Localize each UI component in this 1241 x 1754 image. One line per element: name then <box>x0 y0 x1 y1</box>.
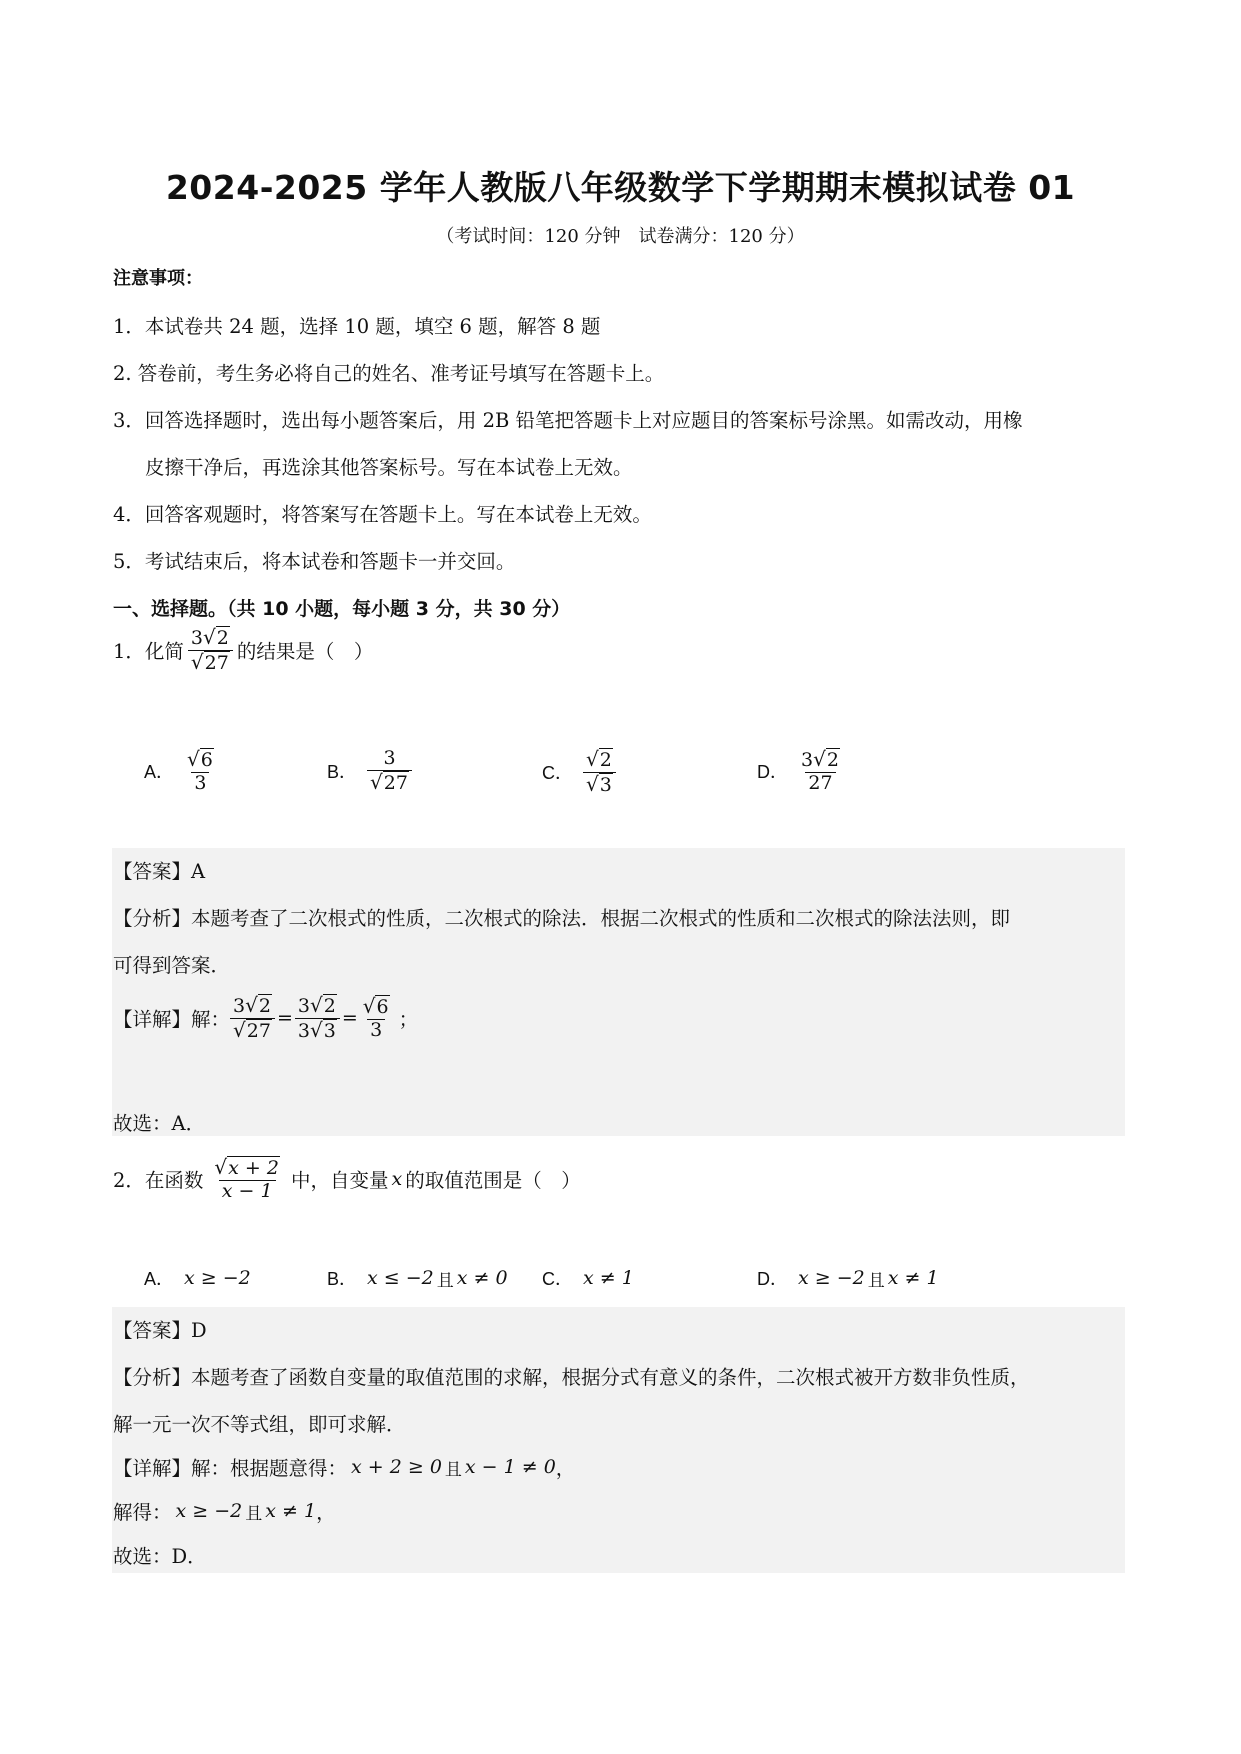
option-2d-and: 且 <box>867 1270 885 1291</box>
option-1d <box>757 748 843 795</box>
question-2-suffix-end: 的取值范围是（ ） <box>405 1169 581 1193</box>
question-1-suffix: 的结果是（ ） <box>236 640 374 664</box>
analysis-2-line-1: 【分析】本题考查了函数自变量的取值范围的求解，根据分式有意义的条件，二次根式被开方数非负性质， <box>113 1366 1030 1389</box>
option-label: D． <box>757 1269 788 1289</box>
option-label: A． <box>144 1269 175 1289</box>
question-2-variable: x <box>391 1168 403 1191</box>
analysis-1-line-2: 可得到答案． <box>113 954 231 977</box>
option-label: C． <box>542 1269 573 1289</box>
notes-heading: 注意事项： <box>113 268 203 289</box>
option-1a-value: $\frac{√6}{3}$ <box>187 747 213 794</box>
option-1b <box>327 748 412 795</box>
answer-2: 【答案】D <box>113 1319 207 1342</box>
option-label: B． <box>327 762 358 783</box>
note-item-1: 1．本试卷共 24 题，选择 10 题，填空 6 题，解答 8 题 <box>113 315 601 338</box>
page-title: 2024-2025 学年人教版八年级数学下学期期末模拟试卷 01 <box>165 168 1076 207</box>
question-2-expression: $\frac{√x + 2}{x - 1}$ <box>214 1155 279 1202</box>
option-label: B． <box>327 1269 358 1289</box>
option-2c <box>542 1265 634 1291</box>
option-1a <box>144 748 217 795</box>
detail-2-condition-2: x − 1 ≠ 0 <box>464 1456 556 1478</box>
option-2a-value: x ≥ −2 <box>184 1267 251 1289</box>
detail-1-suffix: ； <box>398 1008 419 1032</box>
question-1 <box>113 626 373 675</box>
detail-2-end: ， <box>555 1457 576 1480</box>
detail-2-prefix: 【详解】解：根据题意得： <box>113 1457 348 1480</box>
detail-1-prefix: 【详解】解： <box>113 1008 231 1032</box>
option-2d-value: x ≥ −2 <box>798 1267 865 1289</box>
solve-2-and: 且 <box>245 1503 263 1524</box>
option-2b-value: x ≤ −2 <box>367 1267 434 1289</box>
note-item-5: 5．考试结束后，将本试卷和答题卡一并交回。 <box>113 550 516 573</box>
question-1-prefix: 1．化简 <box>113 640 184 664</box>
option-2b-value-2: x ≠ 0 <box>456 1267 508 1289</box>
solve-2-prefix: 解得： <box>113 1501 172 1524</box>
detail-1 <box>113 994 418 1043</box>
note-item-4: 4．回答客观题时，将答案写在答题卡上。写在本试卷上无效。 <box>113 503 652 526</box>
option-1c <box>542 748 616 797</box>
question-2-suffix: 中，自变量 <box>290 1169 389 1193</box>
analysis-1-line-1: 【分析】本题考查了二次根式的性质，二次根式的除法．根据二次根式的性质和二次根式的除法法则，即 <box>113 907 1011 930</box>
detail-1-equation: $\frac{3√2}{√27}$ = $\frac{3√2}{3√3}$ = $\frac{√6}{3}$ <box>230 994 393 1043</box>
solve-2-result-1: x ≥ −2 <box>175 1500 243 1522</box>
option-1c-value: $\frac{√2}{√3}$ <box>583 748 616 797</box>
detail-2-and: 且 <box>444 1459 462 1480</box>
option-label: D． <box>757 762 788 783</box>
option-label: C． <box>542 763 573 784</box>
option-2b-and: 且 <box>436 1270 454 1291</box>
solve-2 <box>113 1497 336 1525</box>
solve-2-result-2: x ≠ 1 <box>265 1500 317 1522</box>
answer-block-1 <box>112 848 1125 1136</box>
choice-1: 故选：A． <box>113 1112 206 1135</box>
answer-block-2 <box>112 1307 1125 1573</box>
option-2d <box>757 1265 939 1291</box>
note-item-3-cont: 皮擦干净后，再选涂其他答案标号。写在本试卷上无效。 <box>145 456 633 479</box>
exam-info: （考试时间：120 分钟 试卷满分：120 分） <box>436 226 805 247</box>
question-2-prefix: 2．在函数 <box>113 1169 204 1193</box>
option-2d-value-2: x ≠ 1 <box>887 1267 939 1289</box>
answer-1: 【答案】A <box>113 860 206 883</box>
detail-2 <box>113 1453 575 1481</box>
section-heading-choice: 一、选择题。（共 10 小题，每小题 3 分，共 30 分） <box>113 598 571 620</box>
option-2a <box>144 1265 251 1291</box>
note-item-2: 2. 答卷前，考生务必将自己的姓名、准考证号填写在答题卡上。 <box>113 362 665 385</box>
option-label: A． <box>144 762 175 783</box>
option-1b-value: $\frac{3}{√27}$ <box>367 748 412 795</box>
solve-2-end: ， <box>316 1501 336 1524</box>
note-item-3: 3．回答选择题时，选出每小题答案后，用 2B 铅笔把答题卡上对应题目的答案标号涂黑。如需改动，用橡 <box>113 409 1023 432</box>
analysis-2-line-2: 解一元一次不等式组，即可求解． <box>113 1413 406 1436</box>
option-2c-value: x ≠ 1 <box>583 1267 634 1289</box>
question-2 <box>113 1156 581 1203</box>
option-1d-value: $\frac{3√2}{27}$ <box>801 747 839 794</box>
question-1-expression: $\frac{3√2}{√27}$ <box>188 626 233 675</box>
option-2b <box>327 1265 508 1291</box>
detail-2-condition-1: x + 2 ≥ 0 <box>351 1456 442 1478</box>
choice-2: 故选：D． <box>113 1545 207 1568</box>
